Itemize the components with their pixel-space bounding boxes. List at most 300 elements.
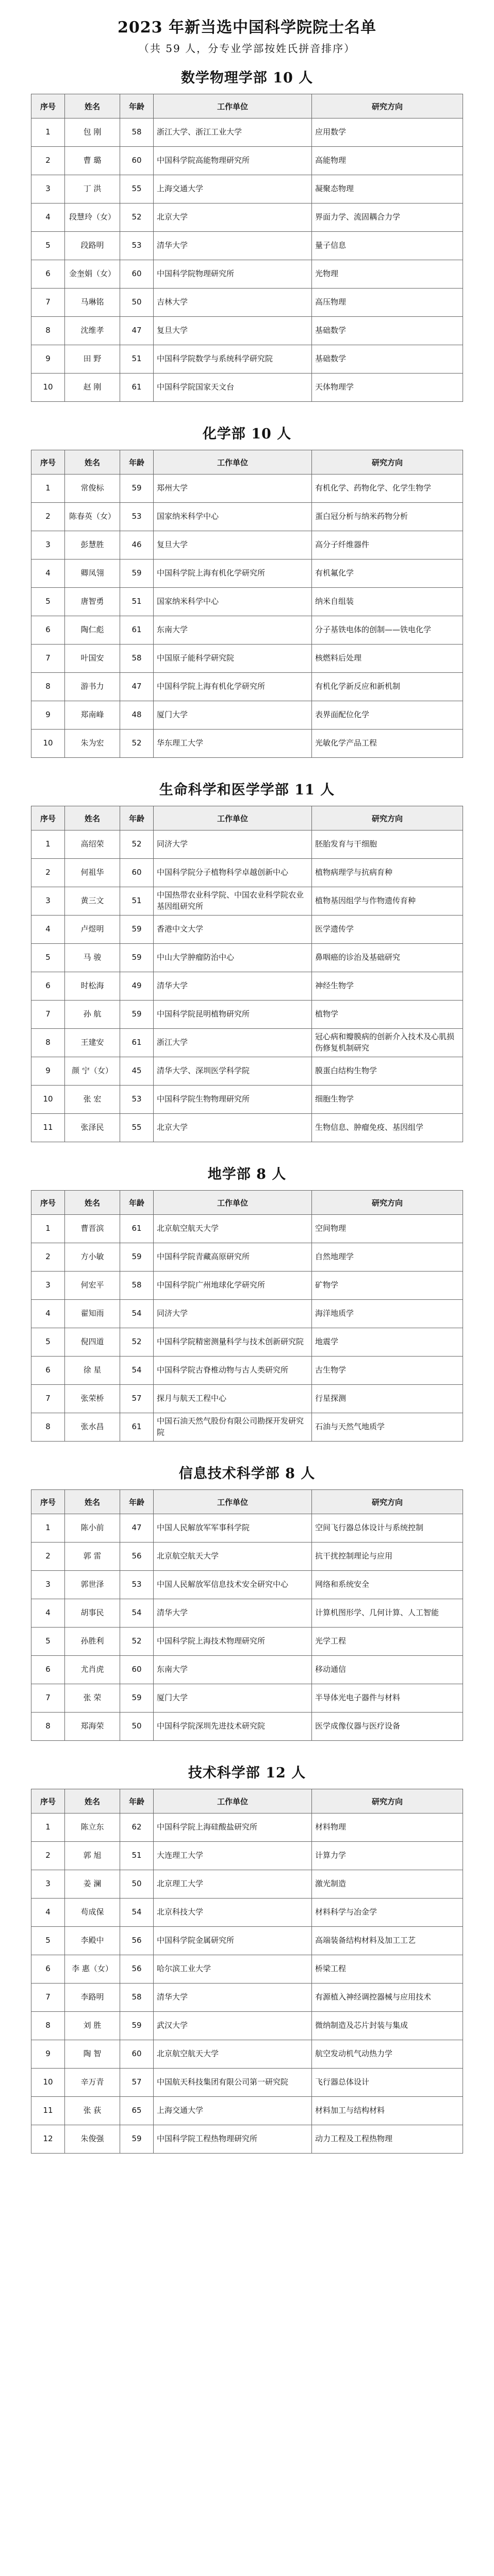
cell-col-unit: 北京航空航天大学 xyxy=(154,2040,312,2069)
cell-col-name: 郭 雷 xyxy=(65,1543,120,1571)
cell-col-unit: 中国科学院上海技术物理研究所 xyxy=(154,1628,312,1656)
header-col-age: 年龄 xyxy=(120,1789,154,1814)
roster-table xyxy=(31,1190,463,1442)
cell-col-age: 52 xyxy=(120,831,154,859)
cell-col-field: 微纳制造及芯片封装与集成 xyxy=(312,2012,463,2040)
section xyxy=(31,422,463,758)
cell-col-age: 57 xyxy=(120,1385,154,1413)
cell-col-unit: 北京大学 xyxy=(154,204,312,232)
header-col-no: 序号 xyxy=(31,1191,65,1215)
table-row xyxy=(31,972,463,1001)
table-row xyxy=(31,831,463,859)
document-title: 2023 年新当选中国科学院院士名单 xyxy=(118,19,376,37)
cell-col-age: 59 xyxy=(120,944,154,972)
section xyxy=(31,1163,463,1442)
cell-col-name: 倪四道 xyxy=(65,1328,120,1357)
cell-col-unit: 中国科学院上海有机化学研究所 xyxy=(154,673,312,701)
cell-col-age: 61 xyxy=(120,374,154,402)
cell-col-field: 植物病理学与抗病育种 xyxy=(312,859,463,887)
cell-col-field: 基础数学 xyxy=(312,345,463,374)
cell-col-no: 8 xyxy=(31,673,65,701)
cell-col-field: 材料物理 xyxy=(312,1814,463,1842)
table-row xyxy=(31,1328,463,1357)
cell-col-no: 7 xyxy=(31,1385,65,1413)
header-col-no: 序号 xyxy=(31,450,65,474)
table-row xyxy=(31,204,463,232)
cell-col-no: 3 xyxy=(31,1272,65,1300)
header-col-field: 研究方向 xyxy=(312,1191,463,1215)
cell-col-unit: 北京航空航天大学 xyxy=(154,1543,312,1571)
cell-col-no: 4 xyxy=(31,1899,65,1927)
cell-col-no: 4 xyxy=(31,1300,65,1328)
cell-col-field: 半导体光电子器件与材料 xyxy=(312,1684,463,1713)
cell-col-unit: 中国科学院深圳先进技术研究院 xyxy=(154,1713,312,1741)
cell-col-no: 10 xyxy=(31,730,65,758)
table-row xyxy=(31,503,463,531)
cell-col-age: 53 xyxy=(120,232,154,260)
cell-col-age: 60 xyxy=(120,260,154,289)
cell-col-no: 5 xyxy=(31,232,65,260)
cell-col-age: 58 xyxy=(120,118,154,147)
cell-col-unit: 哈尔滨工业大学 xyxy=(154,1955,312,1984)
cell-col-unit: 中国科学院上海有机化学研究所 xyxy=(154,560,312,588)
cell-col-unit: 清华大学 xyxy=(154,972,312,1001)
cell-col-field: 移动通信 xyxy=(312,1656,463,1684)
section-title: 生命科学和医学学部 11 人 xyxy=(159,782,335,798)
cell-col-unit: 中国人民解放军军事科学院 xyxy=(154,1514,312,1543)
cell-col-age: 54 xyxy=(120,1357,154,1385)
cell-col-field: 石油与天然气地质学 xyxy=(312,1413,463,1442)
header-col-field: 研究方向 xyxy=(312,1789,463,1814)
cell-col-name: 卿凤翎 xyxy=(65,560,120,588)
table-header-row xyxy=(31,94,463,118)
cell-col-no: 1 xyxy=(31,474,65,503)
document-subtitle: （共 59 人，分专业学部按姓氏拼音排序） xyxy=(138,42,356,55)
header-col-no: 序号 xyxy=(31,1789,65,1814)
cell-col-unit: 东南大学 xyxy=(154,1656,312,1684)
cell-col-unit: 浙江大学 xyxy=(154,1029,312,1057)
cell-col-no: 10 xyxy=(31,374,65,402)
cell-col-name: 马琳铭 xyxy=(65,289,120,317)
cell-col-no: 3 xyxy=(31,1870,65,1899)
cell-col-unit: 中国石油天然气股份有限公司勘探开发研究院 xyxy=(154,1413,312,1442)
section xyxy=(31,1761,463,2154)
table-row xyxy=(31,1571,463,1599)
cell-col-name: 张 宏 xyxy=(65,1086,120,1114)
cell-col-unit: 中国热带农业科学院、中国农业科学院农业基因组研究所 xyxy=(154,887,312,916)
cell-col-age: 53 xyxy=(120,1571,154,1599)
section-title: 技术科学部 12 人 xyxy=(188,1765,306,1781)
cell-col-field: 材料加工与结构材料 xyxy=(312,2097,463,2125)
cell-col-no: 7 xyxy=(31,645,65,673)
cell-col-field: 植物基因组学与作物遗传育种 xyxy=(312,887,463,916)
cell-col-field: 量子信息 xyxy=(312,232,463,260)
cell-col-name: 郑海荣 xyxy=(65,1713,120,1741)
table-row xyxy=(31,1684,463,1713)
cell-col-unit: 中国科学院国家天文台 xyxy=(154,374,312,402)
cell-col-field: 医学成像仪器与医疗设备 xyxy=(312,1713,463,1741)
cell-col-age: 54 xyxy=(120,1599,154,1628)
cell-col-age: 56 xyxy=(120,1927,154,1955)
cell-col-unit: 清华大学、深圳医学科学院 xyxy=(154,1057,312,1086)
cell-col-age: 60 xyxy=(120,1656,154,1684)
cell-col-name: 丁 洪 xyxy=(65,175,120,204)
cell-col-unit: 北京科技大学 xyxy=(154,1899,312,1927)
cell-col-age: 47 xyxy=(120,317,154,345)
cell-col-no: 1 xyxy=(31,1814,65,1842)
header-col-unit: 工作单位 xyxy=(154,94,312,118)
cell-col-name: 朱为宏 xyxy=(65,730,120,758)
header-col-unit: 工作单位 xyxy=(154,1789,312,1814)
cell-col-name: 赵 刚 xyxy=(65,374,120,402)
cell-col-name: 陈春英（女） xyxy=(65,503,120,531)
cell-col-no: 10 xyxy=(31,2069,65,2097)
cell-col-no: 6 xyxy=(31,1955,65,1984)
cell-col-name: 时松海 xyxy=(65,972,120,1001)
cell-col-no: 5 xyxy=(31,1628,65,1656)
table-row xyxy=(31,560,463,588)
cell-col-age: 57 xyxy=(120,2069,154,2097)
cell-col-field: 高分子纤维器件 xyxy=(312,531,463,560)
table-row xyxy=(31,2012,463,2040)
cell-col-unit: 中国航天科技集团有限公司第一研究院 xyxy=(154,2069,312,2097)
header-col-no: 序号 xyxy=(31,1490,65,1514)
table-row xyxy=(31,1599,463,1628)
cell-col-unit: 国家纳米科学中心 xyxy=(154,503,312,531)
cell-col-name: 彭慧胜 xyxy=(65,531,120,560)
table-row xyxy=(31,859,463,887)
table-row xyxy=(31,1086,463,1114)
cell-col-no: 8 xyxy=(31,2012,65,2040)
cell-col-field: 医学遗传学 xyxy=(312,916,463,944)
cell-col-age: 62 xyxy=(120,1814,154,1842)
header-col-unit: 工作单位 xyxy=(154,806,312,831)
cell-col-unit: 国家纳米科学中心 xyxy=(154,588,312,616)
cell-col-no: 3 xyxy=(31,1571,65,1599)
cell-col-field: 高端装备结构材料及加工工艺 xyxy=(312,1927,463,1955)
cell-col-age: 60 xyxy=(120,2040,154,2069)
cell-col-name: 孙胜利 xyxy=(65,1628,120,1656)
table-row xyxy=(31,289,463,317)
header-col-age: 年龄 xyxy=(120,806,154,831)
table-row xyxy=(31,260,463,289)
section xyxy=(31,1462,463,1741)
cell-col-name: 唐智勇 xyxy=(65,588,120,616)
header-col-name: 姓名 xyxy=(65,450,120,474)
cell-col-unit: 探月与航天工程中心 xyxy=(154,1385,312,1413)
cell-col-name: 尤肖虎 xyxy=(65,1656,120,1684)
cell-col-unit: 中国科学院分子植物科学卓越创新中心 xyxy=(154,859,312,887)
cell-col-unit: 东南大学 xyxy=(154,616,312,645)
cell-col-age: 56 xyxy=(120,1955,154,1984)
cell-col-age: 55 xyxy=(120,1114,154,1142)
table-row xyxy=(31,1357,463,1385)
cell-col-no: 6 xyxy=(31,1357,65,1385)
cell-col-name: 李殿中 xyxy=(65,1927,120,1955)
table-row xyxy=(31,1029,463,1057)
cell-col-field: 膜蛋白结构生物学 xyxy=(312,1057,463,1086)
cell-col-name: 田 野 xyxy=(65,345,120,374)
cell-col-age: 47 xyxy=(120,1514,154,1543)
cell-col-age: 65 xyxy=(120,2097,154,2125)
cell-col-age: 53 xyxy=(120,1086,154,1114)
cell-col-unit: 同济大学 xyxy=(154,1300,312,1328)
cell-col-no: 2 xyxy=(31,503,65,531)
cell-col-no: 8 xyxy=(31,1413,65,1442)
table-row xyxy=(31,1814,463,1842)
cell-col-unit: 中国科学院青藏高原研究所 xyxy=(154,1243,312,1272)
cell-col-unit: 清华大学 xyxy=(154,232,312,260)
cell-col-no: 2 xyxy=(31,1543,65,1571)
cell-col-unit: 中国原子能科学研究院 xyxy=(154,645,312,673)
cell-col-name: 颜 宁（女） xyxy=(65,1057,120,1086)
cell-col-name: 卢煜明 xyxy=(65,916,120,944)
table-row xyxy=(31,1057,463,1086)
cell-col-field: 植物学 xyxy=(312,1001,463,1029)
cell-col-no: 10 xyxy=(31,1086,65,1114)
table-row xyxy=(31,1927,463,1955)
cell-col-field: 界面力学、流固耦合力学 xyxy=(312,204,463,232)
cell-col-age: 51 xyxy=(120,345,154,374)
cell-col-unit: 上海交通大学 xyxy=(154,2097,312,2125)
cell-col-name: 辛万青 xyxy=(65,2069,120,2097)
table-row xyxy=(31,701,463,730)
cell-col-name: 沈维孝 xyxy=(65,317,120,345)
cell-col-no: 2 xyxy=(31,1842,65,1870)
cell-col-field: 生物信息、肿瘤免疫、基因组学 xyxy=(312,1114,463,1142)
section xyxy=(31,778,463,1142)
table-row xyxy=(31,2069,463,2097)
cell-col-age: 46 xyxy=(120,531,154,560)
table-row xyxy=(31,474,463,503)
cell-col-unit: 上海交通大学 xyxy=(154,175,312,204)
cell-col-unit: 中国科学院数学与系统科学研究院 xyxy=(154,345,312,374)
table-row xyxy=(31,645,463,673)
cell-col-age: 52 xyxy=(120,730,154,758)
cell-col-name: 黄三文 xyxy=(65,887,120,916)
cell-col-age: 51 xyxy=(120,588,154,616)
cell-col-no: 11 xyxy=(31,2097,65,2125)
cell-col-age: 52 xyxy=(120,1628,154,1656)
table-row xyxy=(31,232,463,260)
cell-col-field: 海洋地质学 xyxy=(312,1300,463,1328)
cell-col-no: 4 xyxy=(31,916,65,944)
table-row xyxy=(31,1713,463,1741)
cell-col-no: 6 xyxy=(31,260,65,289)
cell-col-age: 50 xyxy=(120,1713,154,1741)
cell-col-name: 何宏平 xyxy=(65,1272,120,1300)
cell-col-unit: 中山大学肿瘤防治中心 xyxy=(154,944,312,972)
cell-col-name: 陶 智 xyxy=(65,2040,120,2069)
table-row xyxy=(31,345,463,374)
cell-col-age: 58 xyxy=(120,645,154,673)
cell-col-no: 2 xyxy=(31,147,65,175)
cell-col-name: 何祖华 xyxy=(65,859,120,887)
cell-col-name: 常俊标 xyxy=(65,474,120,503)
table-row xyxy=(31,118,463,147)
table-row xyxy=(31,1955,463,1984)
cell-col-unit: 厦门大学 xyxy=(154,701,312,730)
cell-col-name: 段路明 xyxy=(65,232,120,260)
cell-col-age: 60 xyxy=(120,147,154,175)
cell-col-field: 鼻咽癌的诊治及基础研究 xyxy=(312,944,463,972)
table-header-row xyxy=(31,806,463,831)
table-row xyxy=(31,616,463,645)
cell-col-name: 曹 璐 xyxy=(65,147,120,175)
cell-col-name: 张 荻 xyxy=(65,2097,120,2125)
header-col-field: 研究方向 xyxy=(312,94,463,118)
cell-col-field: 光学工程 xyxy=(312,1628,463,1656)
cell-col-name: 孙 航 xyxy=(65,1001,120,1029)
cell-col-field: 凝聚态物理 xyxy=(312,175,463,204)
table-row xyxy=(31,2125,463,2154)
cell-col-unit: 复旦大学 xyxy=(154,317,312,345)
header-col-no: 序号 xyxy=(31,94,65,118)
cell-col-age: 59 xyxy=(120,1243,154,1272)
cell-col-field: 激光制造 xyxy=(312,1870,463,1899)
cell-col-field: 胚胎发育与干细胞 xyxy=(312,831,463,859)
cell-col-no: 2 xyxy=(31,1243,65,1272)
header-col-name: 姓名 xyxy=(65,94,120,118)
cell-col-no: 6 xyxy=(31,1656,65,1684)
table-row xyxy=(31,317,463,345)
cell-col-age: 59 xyxy=(120,474,154,503)
cell-col-field: 应用数学 xyxy=(312,118,463,147)
cell-col-age: 49 xyxy=(120,972,154,1001)
cell-col-field: 航空发动机气动热力学 xyxy=(312,2040,463,2069)
cell-col-field: 空间飞行器总体设计与系统控制 xyxy=(312,1514,463,1543)
section-title: 数学物理学部 10 人 xyxy=(180,70,314,86)
table-row xyxy=(31,673,463,701)
cell-col-no: 7 xyxy=(31,1684,65,1713)
cell-col-field: 有机化学新反应和新机制 xyxy=(312,673,463,701)
cell-col-unit: 中国科学院金属研究所 xyxy=(154,1927,312,1955)
cell-col-name: 郑南峰 xyxy=(65,701,120,730)
header-col-field: 研究方向 xyxy=(312,450,463,474)
cell-col-age: 61 xyxy=(120,616,154,645)
header-col-field: 研究方向 xyxy=(312,806,463,831)
cell-col-unit: 复旦大学 xyxy=(154,531,312,560)
cell-col-age: 58 xyxy=(120,1984,154,2012)
cell-col-age: 51 xyxy=(120,887,154,916)
cell-col-name: 包 刚 xyxy=(65,118,120,147)
cell-col-age: 51 xyxy=(120,1842,154,1870)
cell-col-field: 桥梁工程 xyxy=(312,1955,463,1984)
cell-col-field: 有机化学、药物化学、化学生物学 xyxy=(312,474,463,503)
roster-table xyxy=(31,94,463,402)
cell-col-no: 9 xyxy=(31,701,65,730)
cell-col-no: 8 xyxy=(31,1713,65,1741)
header-col-name: 姓名 xyxy=(65,1490,120,1514)
header-col-name: 姓名 xyxy=(65,806,120,831)
cell-col-age: 50 xyxy=(120,289,154,317)
cell-col-no: 12 xyxy=(31,2125,65,2154)
table-row xyxy=(31,2097,463,2125)
cell-col-age: 61 xyxy=(120,1413,154,1442)
cell-col-name: 陈小前 xyxy=(65,1514,120,1543)
cell-col-field: 有源植入神经调控器械与应用技术 xyxy=(312,1984,463,2012)
cell-col-age: 59 xyxy=(120,2012,154,2040)
cell-col-field: 自然地理学 xyxy=(312,1243,463,1272)
cell-col-age: 47 xyxy=(120,673,154,701)
cell-col-name: 朱俊强 xyxy=(65,2125,120,2154)
cell-col-age: 59 xyxy=(120,560,154,588)
cell-col-age: 55 xyxy=(120,175,154,204)
cell-col-name: 陶仁彪 xyxy=(65,616,120,645)
header-col-age: 年龄 xyxy=(120,450,154,474)
cell-col-age: 50 xyxy=(120,1870,154,1899)
cell-col-name: 翟知雨 xyxy=(65,1300,120,1328)
header-col-age: 年龄 xyxy=(120,1191,154,1215)
cell-col-unit: 中国科学院古脊椎动物与古人类研究所 xyxy=(154,1357,312,1385)
cell-col-no: 5 xyxy=(31,1328,65,1357)
header-col-age: 年龄 xyxy=(120,1490,154,1514)
cell-col-name: 张水昌 xyxy=(65,1413,120,1442)
table-header-row xyxy=(31,1490,463,1514)
cell-col-field: 空间物理 xyxy=(312,1215,463,1243)
cell-col-name: 陈立东 xyxy=(65,1814,120,1842)
header-col-name: 姓名 xyxy=(65,1789,120,1814)
cell-col-no: 8 xyxy=(31,1029,65,1057)
cell-col-age: 59 xyxy=(120,1684,154,1713)
cell-col-field: 神经生物学 xyxy=(312,972,463,1001)
cell-col-age: 59 xyxy=(120,2125,154,2154)
cell-col-name: 张荣桥 xyxy=(65,1385,120,1413)
cell-col-field: 材料科学与冶金学 xyxy=(312,1899,463,1927)
cell-col-age: 48 xyxy=(120,701,154,730)
section-title: 信息技术科学部 8 人 xyxy=(178,1466,316,1482)
cell-col-age: 56 xyxy=(120,1543,154,1571)
cell-col-field: 纳米自组装 xyxy=(312,588,463,616)
table-row xyxy=(31,1842,463,1870)
section xyxy=(31,66,463,402)
cell-col-field: 基础数学 xyxy=(312,317,463,345)
cell-col-name: 刘 胜 xyxy=(65,2012,120,2040)
cell-col-name: 段慧玲（女） xyxy=(65,204,120,232)
cell-col-no: 7 xyxy=(31,1984,65,2012)
header-col-unit: 工作单位 xyxy=(154,450,312,474)
cell-col-no: 3 xyxy=(31,175,65,204)
table-row xyxy=(31,1413,463,1442)
cell-col-unit: 中国科学院广州地球化学研究所 xyxy=(154,1272,312,1300)
cell-col-name: 张泽民 xyxy=(65,1114,120,1142)
cell-col-unit: 吉林大学 xyxy=(154,289,312,317)
table-row xyxy=(31,916,463,944)
cell-col-field: 古生物学 xyxy=(312,1357,463,1385)
header-col-name: 姓名 xyxy=(65,1191,120,1215)
cell-col-field: 冠心病和瓣膜病的创新介入技术及心肌损伤修复机制研究 xyxy=(312,1029,463,1057)
cell-col-field: 飞行器总体设计 xyxy=(312,2069,463,2097)
cell-col-field: 计算力学 xyxy=(312,1842,463,1870)
cell-col-field: 光敏化学产品工程 xyxy=(312,730,463,758)
table-row xyxy=(31,1300,463,1328)
cell-col-name: 叶国安 xyxy=(65,645,120,673)
cell-col-field: 动力工程及工程热物理 xyxy=(312,2125,463,2154)
cell-col-no: 6 xyxy=(31,972,65,1001)
cell-col-unit: 中国科学院精密测量科学与技术创新研究院 xyxy=(154,1328,312,1357)
cell-col-name: 徐 星 xyxy=(65,1357,120,1385)
cell-col-name: 姜 澜 xyxy=(65,1870,120,1899)
cell-col-field: 表界面配位化学 xyxy=(312,701,463,730)
cell-col-age: 60 xyxy=(120,859,154,887)
roster-table xyxy=(31,806,463,1142)
cell-col-no: 9 xyxy=(31,1057,65,1086)
cell-col-name: 方小敏 xyxy=(65,1243,120,1272)
cell-col-field: 地震学 xyxy=(312,1328,463,1357)
section-title: 地学部 8 人 xyxy=(207,1166,287,1182)
cell-col-no: 9 xyxy=(31,345,65,374)
cell-col-no: 9 xyxy=(31,2040,65,2069)
